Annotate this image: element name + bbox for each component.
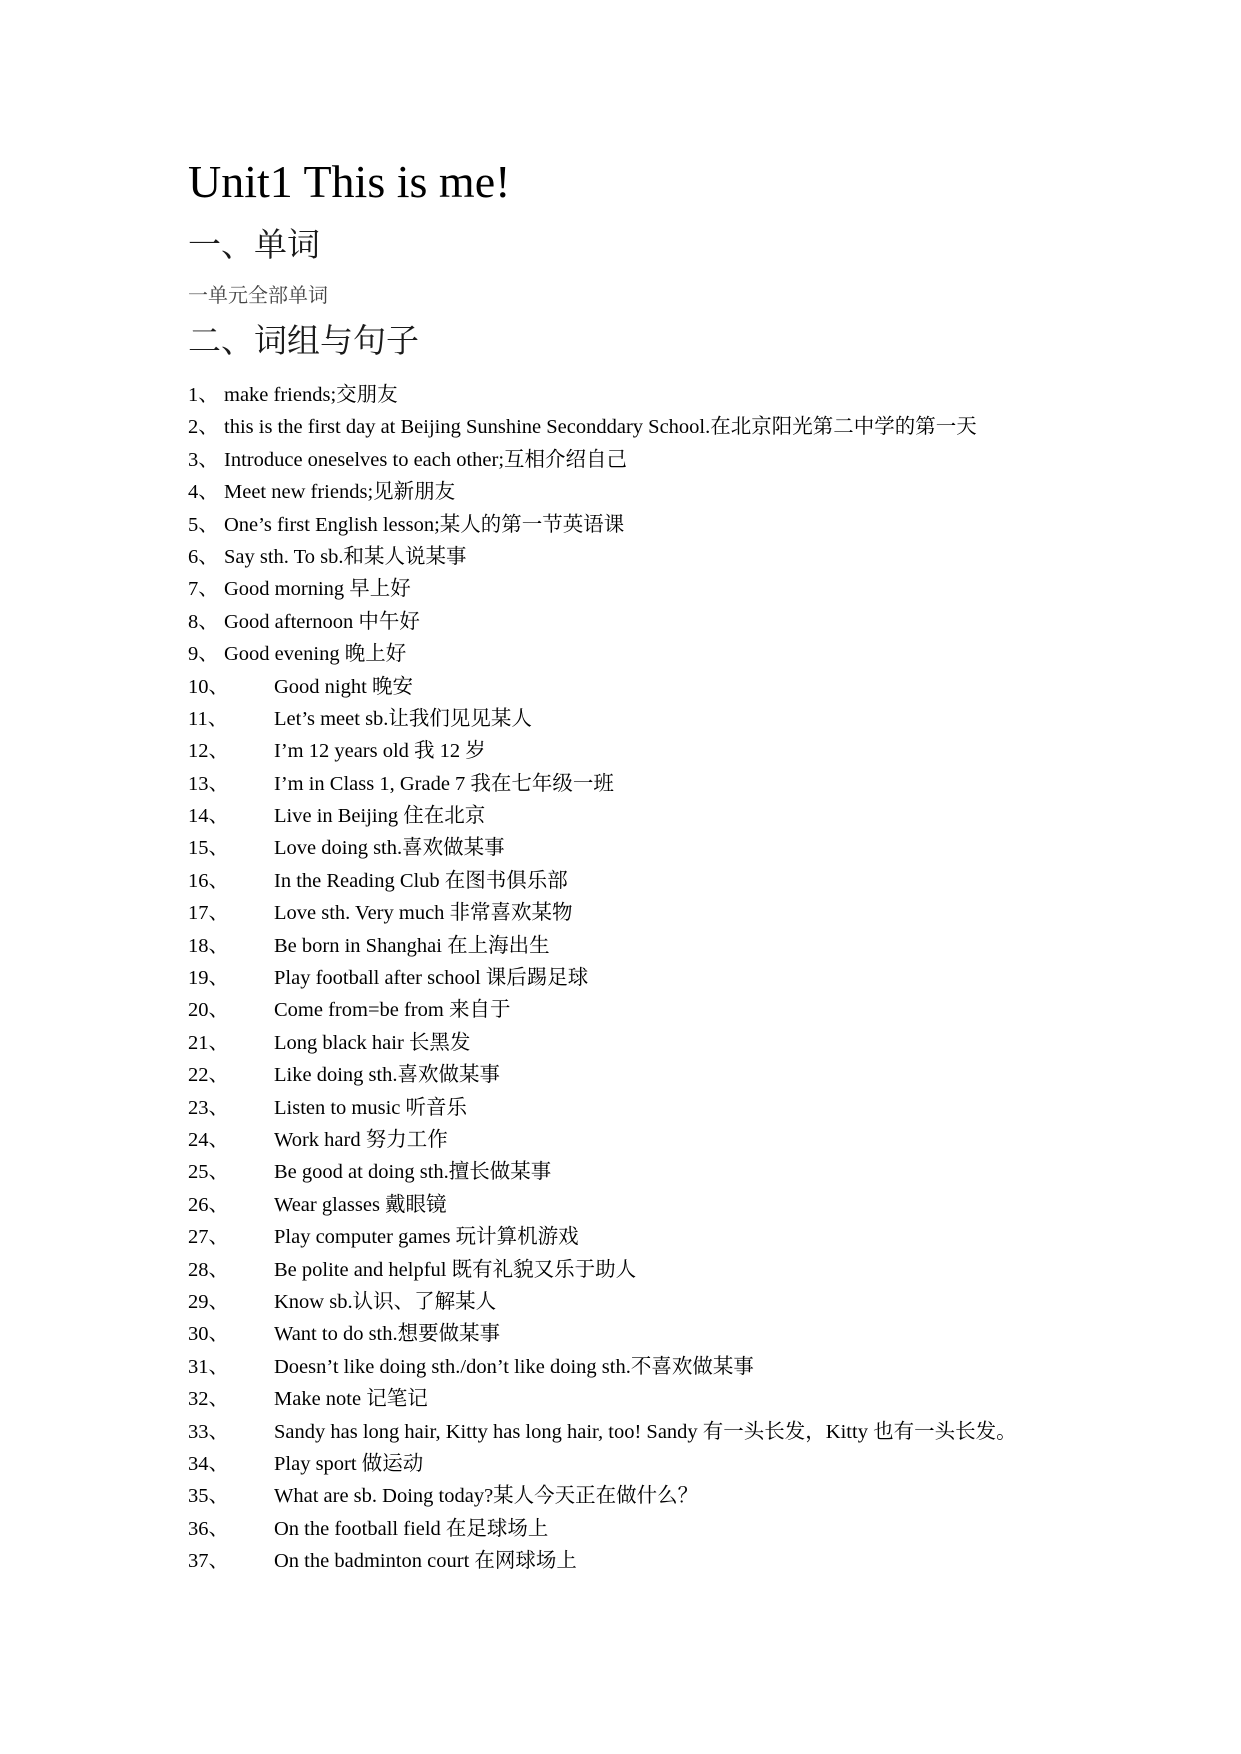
document-title: Unit1 This is me! <box>188 156 511 207</box>
item-text: Play football after school 课后踢足球 <box>274 967 589 990</box>
item-number: 14、 <box>188 805 229 828</box>
item-number: 17、 <box>188 902 229 925</box>
item-text: Live in Beijing 住在北京 <box>274 805 486 828</box>
item-number: 21、 <box>188 1031 229 1054</box>
item-text: I’m 12 years old 我 12 岁 <box>274 740 486 763</box>
item-text: Listen to music 听音乐 <box>274 1096 468 1119</box>
item-number: 36、 <box>188 1517 229 1540</box>
item-text: Say sth. To sb.和某人说某事 <box>224 545 467 568</box>
item-text: Come from=be from 来自于 <box>274 999 511 1022</box>
item-number: 27、 <box>188 1226 229 1249</box>
section-note-words: 一单元全部单词 <box>188 285 328 307</box>
item-text: Meet new friends;见新朋友 <box>224 481 456 504</box>
item-text: Wear glasses 戴眼镜 <box>274 1193 447 1216</box>
item-number: 29、 <box>188 1290 229 1313</box>
item-text: On the football field 在足球场上 <box>274 1517 549 1540</box>
item-text: Long black hair 长黑发 <box>274 1031 471 1054</box>
item-number: 1、 <box>188 384 219 406</box>
item-text: Good night 晚安 <box>274 675 413 698</box>
item-number: 12、 <box>188 740 229 763</box>
item-text: Play computer games 玩计算机游戏 <box>274 1226 579 1249</box>
item-number: 22、 <box>188 1064 229 1087</box>
item-text: In the Reading Club 在图书俱乐部 <box>274 869 568 892</box>
item-number: 9、 <box>188 643 219 666</box>
item-number: 11、 <box>188 707 229 730</box>
item-number: 8、 <box>188 610 219 633</box>
item-text: Love sth. Very much 非常喜欢某物 <box>274 902 573 925</box>
item-text: Doesn’t like doing sth./don’t like doing sth.不喜欢做某事 <box>274 1355 754 1378</box>
item-number: 23、 <box>188 1096 229 1119</box>
item-text: Play sport 做运动 <box>274 1452 424 1475</box>
item-number: 3、 <box>188 448 219 471</box>
item-number: 30、 <box>188 1323 229 1346</box>
item-number: 25、 <box>188 1161 229 1184</box>
item-number: 2、 <box>188 416 219 439</box>
item-number: 4、 <box>188 481 219 504</box>
item-text: On the badminton court 在网球场上 <box>274 1550 577 1573</box>
item-text: Be good at doing sth.擅长做某事 <box>274 1161 552 1184</box>
item-text: I’m in Class 1, Grade 7 我在七年级一班 <box>274 772 614 795</box>
item-text: Let’s meet sb.让我们见见某人 <box>274 707 532 730</box>
item-text: Sandy has long hair, Kitty has long hair, too! Sandy 有一头长发，Kitty 也有一头长发。 <box>274 1420 1017 1443</box>
item-number: 15、 <box>188 837 229 860</box>
item-number: 28、 <box>188 1258 229 1281</box>
item-text: Make note 记笔记 <box>274 1388 428 1411</box>
item-text: Know sb.认识、了解某人 <box>274 1290 497 1313</box>
item-text: Good evening 晚上好 <box>224 643 407 666</box>
item-number: 16、 <box>188 869 229 892</box>
item-text: Be polite and helpful 既有礼貌又乐于助人 <box>274 1258 637 1281</box>
item-text: Good morning 早上好 <box>224 578 411 601</box>
item-number: 13、 <box>188 772 229 795</box>
item-number: 37、 <box>188 1550 229 1573</box>
item-number: 7、 <box>188 578 219 601</box>
item-text: Want to do sth.想要做某事 <box>274 1323 501 1346</box>
item-number: 34、 <box>188 1452 229 1475</box>
item-text: Like doing sth.喜欢做某事 <box>274 1064 501 1087</box>
item-number: 20、 <box>188 999 229 1022</box>
item-text: Work hard 努力工作 <box>274 1128 448 1151</box>
item-number: 24、 <box>188 1128 229 1151</box>
item-number: 5、 <box>188 513 219 536</box>
item-number: 6、 <box>188 545 219 568</box>
item-number: 10、 <box>188 675 229 698</box>
item-number: 32、 <box>188 1388 229 1411</box>
item-text: One’s first English lesson;某人的第一节英语课 <box>224 513 625 536</box>
item-text: this is the first day at Beijing Sunshine Seconddary School.在北京阳光第二中学的第一天 <box>224 416 977 439</box>
item-text: make friends;交朋友 <box>224 384 398 406</box>
item-text: Introduce oneselves to each other;互相介绍自己 <box>224 448 628 471</box>
item-text: Be born in Shanghai 在上海出生 <box>274 934 550 957</box>
item-text: Love doing sth.喜欢做某事 <box>274 837 505 860</box>
section-heading-phrases: 二、词组与句子 <box>188 324 419 360</box>
item-number: 19、 <box>188 967 229 990</box>
item-text: What are sb. Doing today?某人今天正在做什么？ <box>274 1485 699 1508</box>
item-number: 26、 <box>188 1193 229 1216</box>
item-number: 33、 <box>188 1420 229 1443</box>
item-text: Good afternoon 中午好 <box>224 610 420 633</box>
item-number: 31、 <box>188 1355 229 1378</box>
section-heading-words: 一、单词 <box>188 228 320 264</box>
item-number: 18、 <box>188 934 229 957</box>
item-number: 35、 <box>188 1485 229 1508</box>
